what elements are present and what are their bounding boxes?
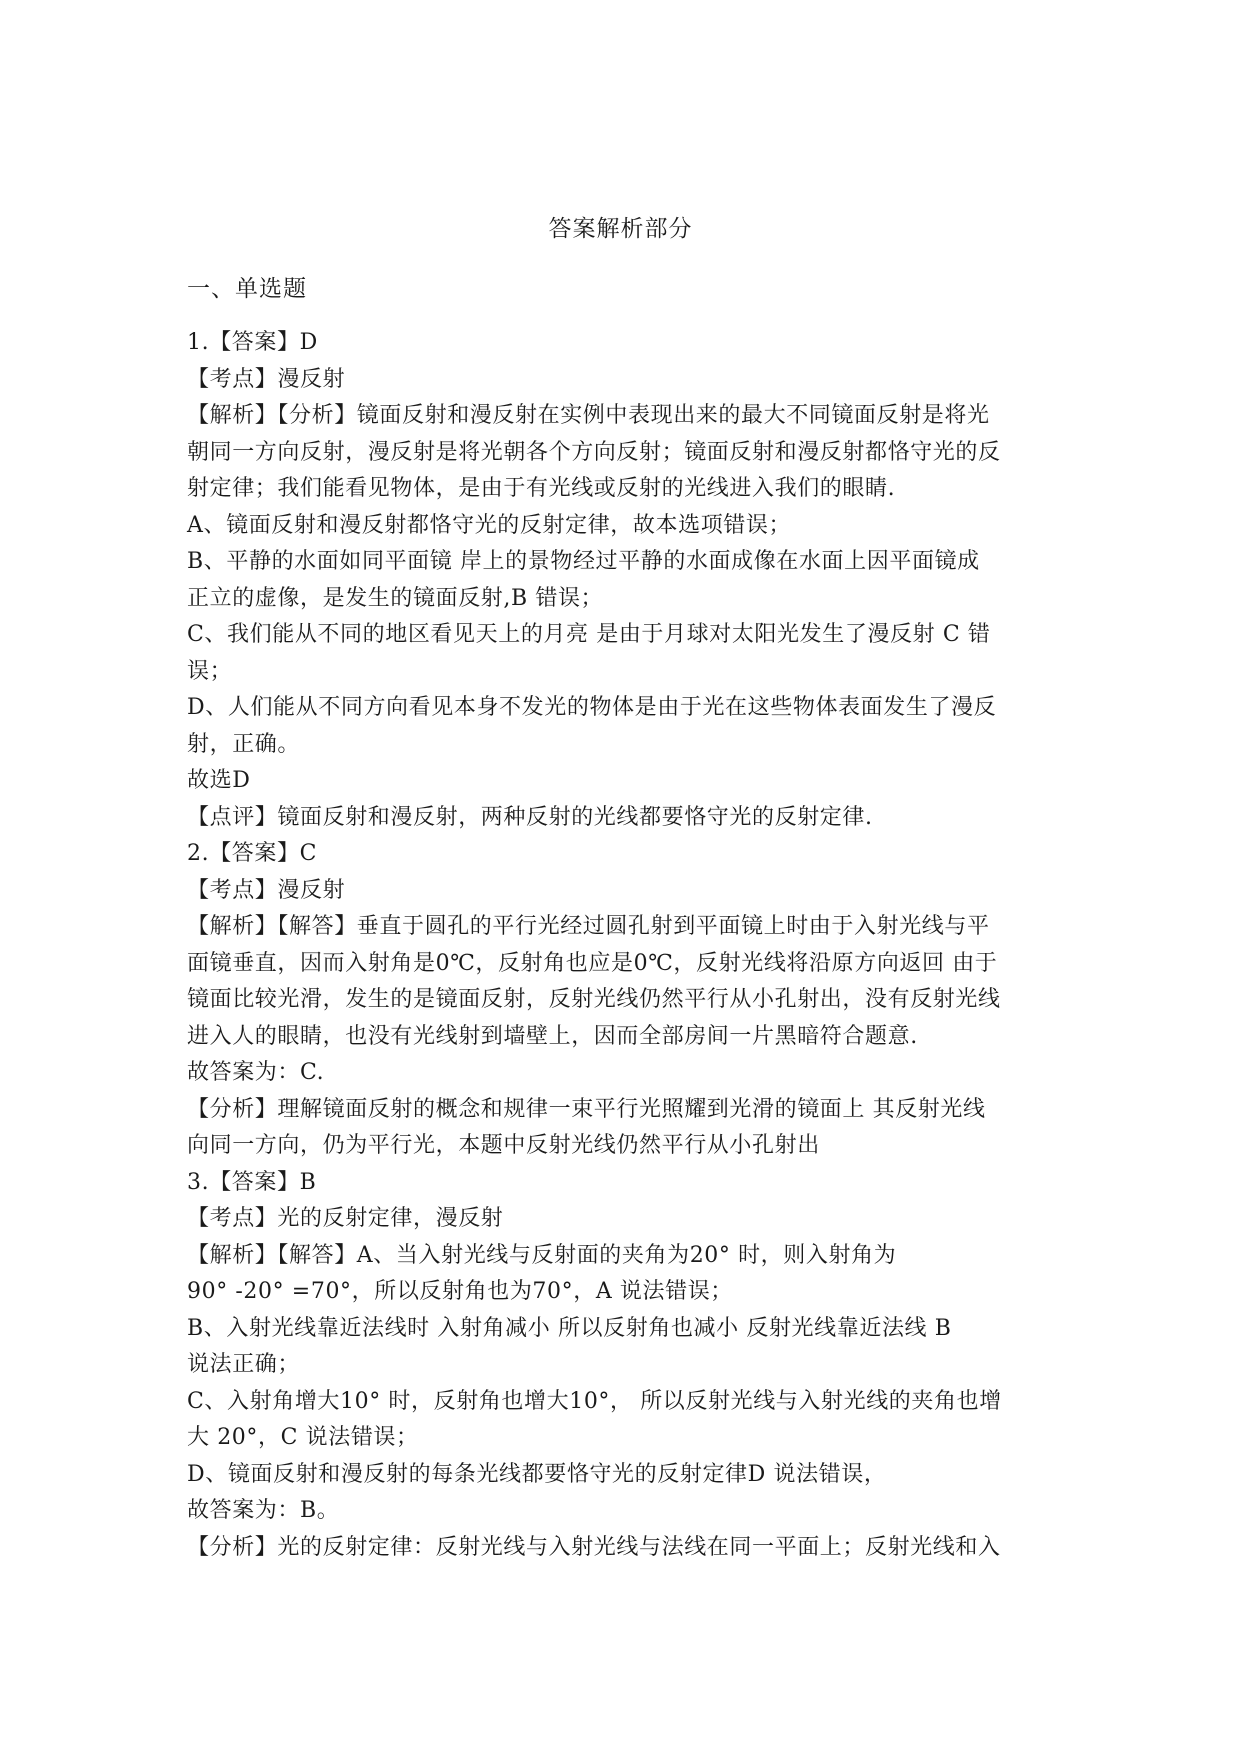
text-line: 1.【答案】D [187,330,318,355]
text-line: 故选D [187,768,251,793]
section-heading: 一、单选题 [187,276,307,302]
text-line: D、镜面反射和漫反射的每条光线都要恪守光的反射定律D 说法错误， [187,1461,887,1487]
text-line: A、镜面反射和漫反射都恪守光的反射定律，故本选项错误； [187,512,792,538]
text-line: 面镜垂直，因而入射角是0℃，反射角也应是0℃，反射光线将沿原方向返回 由于 [187,950,998,976]
text-line: 故答案为：C. [187,1060,325,1085]
text-line: C、我们能从不同的地区看见天上的月亮 是由于月球对太阳光发生了漫反射 C 错 [187,622,991,647]
text-line: D、人们能从不同方向看见本身不发光的物体是由于光在这些物体表面发生了漫反 [187,695,997,720]
text-line: 正立的虚像，是发生的镜面反射,B 错误； [187,585,604,611]
answer-body [187,325,1097,1566]
text-line: 【分析】理解镜面反射的概念和规律一束平行光照耀到光滑的镜面上 其反射光线 [187,1096,986,1122]
text-line: 说法正确； [187,1352,301,1377]
text-line: C、入射角增大10° 时，反射角也增大10°， 所以反射光线与入射光线的夹角也增 [187,1388,1002,1414]
text-line: 2.【答案】C [187,841,318,866]
text-line: 大 20°，C 说法错误； [187,1425,419,1450]
text-line: 射，正确。 [187,731,301,757]
text-line: 朝同一方向反射，漫反射是将光朝各个方向反射；镜面反射和漫反射都恪守光的反 [187,439,1001,465]
page-title: 答案解析部分 [548,216,693,242]
text-line: B、入射光线靠近法线时 入射角减小 所以反射角也减小 反射光线靠近法线 B [187,1315,952,1341]
text-line: 3.【答案】B [187,1169,317,1195]
text-line: 镜面比较光滑，发生的是镜面反射，反射光线仍然平行从小孔射出，没有反射光线 [187,987,1001,1012]
text-line: B、平静的水面如同平面镜 岸上的景物经过平静的水面成像在水面上因平面镜成 [187,549,980,574]
text-line: 【考点】漫反射 [187,366,346,392]
text-line: 进入人的眼睛，也没有光线射到墙壁上，因而全部房间一片黑暗符合题意. [187,1023,918,1049]
text-line: 【考点】漫反射 [187,877,346,903]
text-line: 故答案为：B。 [187,1498,340,1523]
text-line: 射定律；我们能看见物体，是由于有光线或反射的光线进入我们的眼睛. [187,476,896,501]
text-line: 【解析】【解答】垂直于圆孔的平行光经过圆孔射到平面镜上时由于入射光线与平 [187,914,990,939]
text-line: 【解析】【分析】镜面反射和漫反射在实例中表现出来的最大不同镜面反射是将光 [187,403,990,428]
text-line: 误； [187,658,233,684]
text-line: 90° -20° =70°，所以反射角也为70°，A 说法错误； [187,1279,733,1304]
text-line: 【点评】镜面反射和漫反射，两种反射的光线都要恪守光的反射定律. [187,804,873,830]
text-line: 【解析】【解答】A、当入射光线与反射面的夹角为20° 时，则入射角为 [187,1242,897,1268]
text-line: 【考点】光的反射定律，漫反射 [187,1206,504,1231]
text-line: 【分析】光的反射定律：反射光线与入射光线与法线在同一平面上；反射光线和入 [187,1534,1001,1560]
text-line: 向同一方向，仍为平行光，本题中反射光线仍然平行从小孔射出 [187,1133,820,1158]
